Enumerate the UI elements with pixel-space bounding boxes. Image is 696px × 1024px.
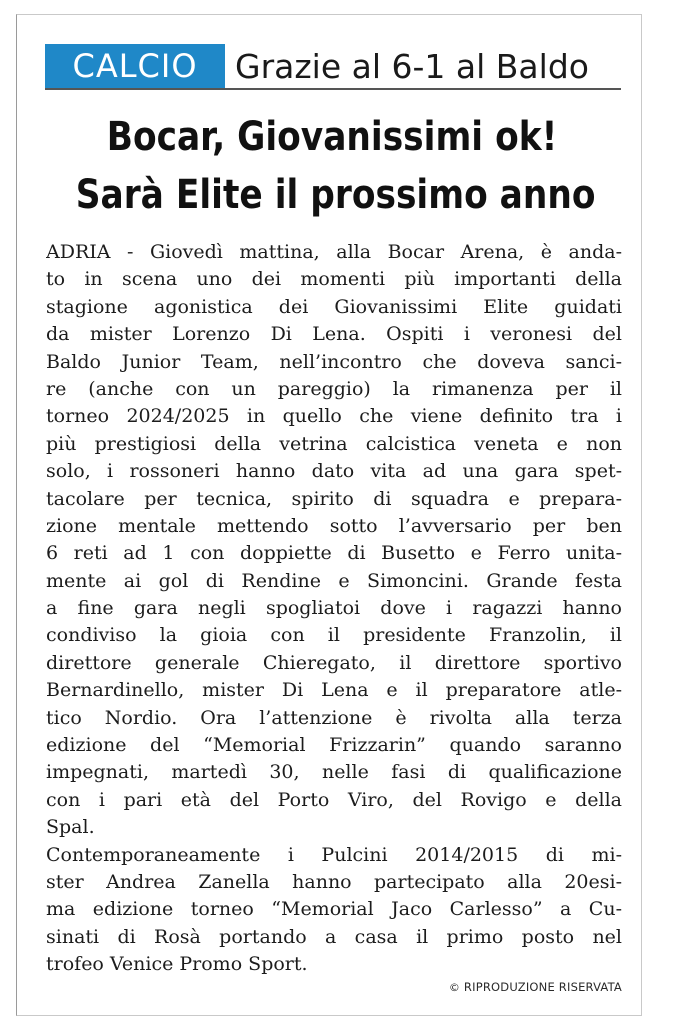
body-line: edizione del “Memorial Frizzarin” quando saranno [46, 734, 622, 757]
body-line: stagione agonistica dei Giovanissimi Elite guidati [46, 295, 622, 318]
body-line: tacolare per tecnica, spirito di squadra e prepara- [46, 487, 622, 510]
body-line: sinati di Rosà portando a casa il primo posto nel [46, 925, 622, 948]
body-line: mente ai gol di Rendine e Simoncini. Grande festa [46, 569, 622, 592]
headline-line-1: Bocar, Giovanissimi ok! [106, 114, 558, 160]
body-line: solo, i rossoneri hanno dato vita ad una gara spet- [46, 460, 622, 483]
body-line: torneo 2024/2025 in quello che viene definito tra i [46, 405, 622, 428]
headline-line-2: Sarà Elite il prossimo anno [75, 172, 596, 218]
copyright-text: RIPRODUZIONE RISERVATA [463, 980, 622, 994]
body-line: Spal. [46, 816, 95, 839]
section-tag: CALCIO [45, 44, 225, 88]
copyright-icon: © [448, 981, 461, 994]
body-line: Contemporaneamente i Pulcini 2014/2015 di mi- [46, 843, 622, 866]
body-line: con i pari età del Porto Viro, del Rovigo e della [46, 788, 622, 811]
body-line: ster Andrea Zanella hanno partecipato alla 20esi- [46, 870, 622, 893]
body-line: a fine gara negli spogliatoi dove i ragazzi hanno [46, 597, 622, 620]
kicker-bar [45, 44, 621, 90]
body-line: re (anche con un pareggio) la rimanenza per il [46, 377, 622, 400]
copyright-notice [404, 980, 622, 994]
body-line: zione mentale mettendo sotto l’avversario per ben [46, 514, 622, 537]
body-line: da mister Lorenzo Di Lena. Ospiti i veronesi del [46, 323, 622, 346]
body-line: condiviso la gioia con il presidente Franzolin, il [46, 624, 622, 647]
body-line: più prestigiosi della vetrina calcistica veneta e non [46, 432, 622, 455]
body-line: to in scena uno dei momenti più importanti della [46, 268, 622, 291]
body-line: ma edizione torneo “Memorial Jaco Carlesso” a Cu- [46, 898, 622, 921]
kicker-subtitle: Grazie al 6-1 al Baldo [235, 47, 589, 86]
body-line: Baldo Junior Team, nell’incontro che doveva sanci- [46, 350, 622, 373]
body-line: direttore generale Chieregato, il direttore sportivo [46, 651, 622, 674]
body-line: tico Nordio. Ora l’attenzione è rivolta alla terza [46, 706, 622, 729]
article-body [46, 239, 622, 979]
headline [75, 108, 596, 224]
body-line: 6 reti ad 1 con doppiette di Busetto e Ferro unita- [46, 542, 622, 565]
body-line: Bernardinello, mister Di Lena e il preparatore atle- [46, 679, 622, 702]
body-line: impegnati, martedì 30, nelle fasi di qualificazione [46, 761, 622, 784]
body-line: ADRIA - Giovedì mattina, alla Bocar Arena, è anda- [46, 241, 622, 263]
body-line: trofeo Venice Promo Sport. [46, 953, 308, 976]
